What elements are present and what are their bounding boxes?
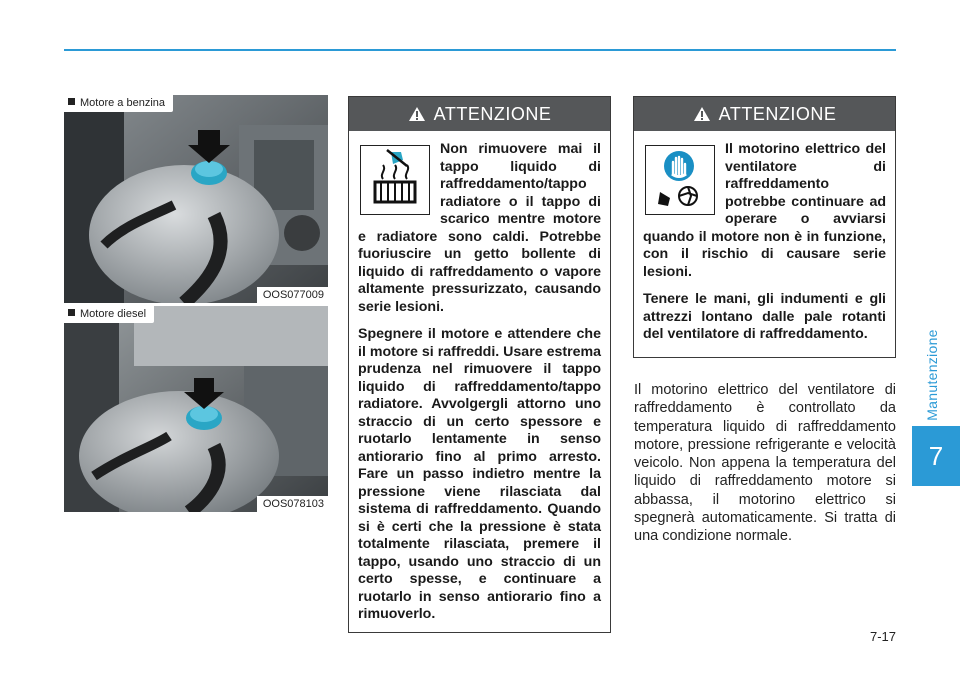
chapter-number: 7 xyxy=(928,440,944,471)
hand-stop-fan-icon xyxy=(645,145,715,215)
engine-bay-image xyxy=(64,95,328,303)
photo-petrol-engine xyxy=(64,95,328,303)
hot-radiator-no-touch-icon xyxy=(360,145,430,215)
photo-diesel-engine xyxy=(64,306,328,512)
photo-caption: Motore a benzina xyxy=(64,95,173,112)
warning-paragraph: Spegnere il motore e attendere che il motore si raffreddi. Usare estrema prudenza nel rimuovere il tappo liquido di raffreddamento/tappo radiatore. Avvolgergli attorno uno straccio di un certo spessore e ruotarlo lentamente in senso antiorario fino al primo arresto. Fare un passo indietro mentre la pressione viene rilasciata dal sistema di raffreddamento. Quando si è certi che la pressione è stata totalmente rilasciata, premere il tappo, usando uno straccio di un certo spesse, e continuare a ruotarlo in senso antiorario fino a rimuoverlo. xyxy=(358,326,601,622)
warning-header xyxy=(634,97,895,131)
warning-box-cooling-fan xyxy=(633,96,896,358)
photo-code: OOS077009 xyxy=(257,287,328,303)
warning-box-radiator-cap xyxy=(348,96,611,633)
engine-bay-image xyxy=(64,306,328,512)
photo-caption: Motore diesel xyxy=(64,306,154,323)
warning-title: ATTENZIONE xyxy=(718,103,837,124)
section-label: Manutenzione xyxy=(924,329,940,421)
photo-code: OOS078103 xyxy=(257,496,328,512)
warning-paragraph: Il motorino elettrico del ventilatore di raffreddamento potrebbe continuare ad operare o avviarsi quando il motore non è in funzione, con il rischio di causare serie lesioni. xyxy=(643,141,886,280)
header-rule xyxy=(64,49,896,51)
warning-title: ATTENZIONE xyxy=(433,103,552,124)
warning-header xyxy=(349,97,610,131)
warning-paragraph: Non rimuovere mai il tappo liquido di raffreddamento/tappo radiatore o il tappo di scarico mentre motore e radiatore sono caldi. Potrebbe fuoriuscire un getto bollente di liquido di raffreddamento o vapore altamente pressurizzato, causando serie lesioni. xyxy=(358,141,601,315)
warning-triangle-icon xyxy=(693,106,711,122)
body-text: Il motorino elettrico del ventilatore di raffreddamento è controllato da temperatura liquido di raffreddamento motore, pressione refrigerante e velocità veicolo. Non appena la temperatura del liquido di raffreddamento motore si abbassa, il motorino elettrico si spegnerà automaticamente. Si tratta di una condizione normale. xyxy=(634,382,896,545)
warning-paragraph: Tenere le mani, gli indumenti e gli attrezzi lontano dalle pale rotanti del ventilatore di raffreddamento. xyxy=(643,291,886,342)
page-number: 7-17 xyxy=(869,629,896,644)
warning-triangle-icon xyxy=(408,106,426,122)
chapter-tab[interactable] xyxy=(912,426,960,486)
